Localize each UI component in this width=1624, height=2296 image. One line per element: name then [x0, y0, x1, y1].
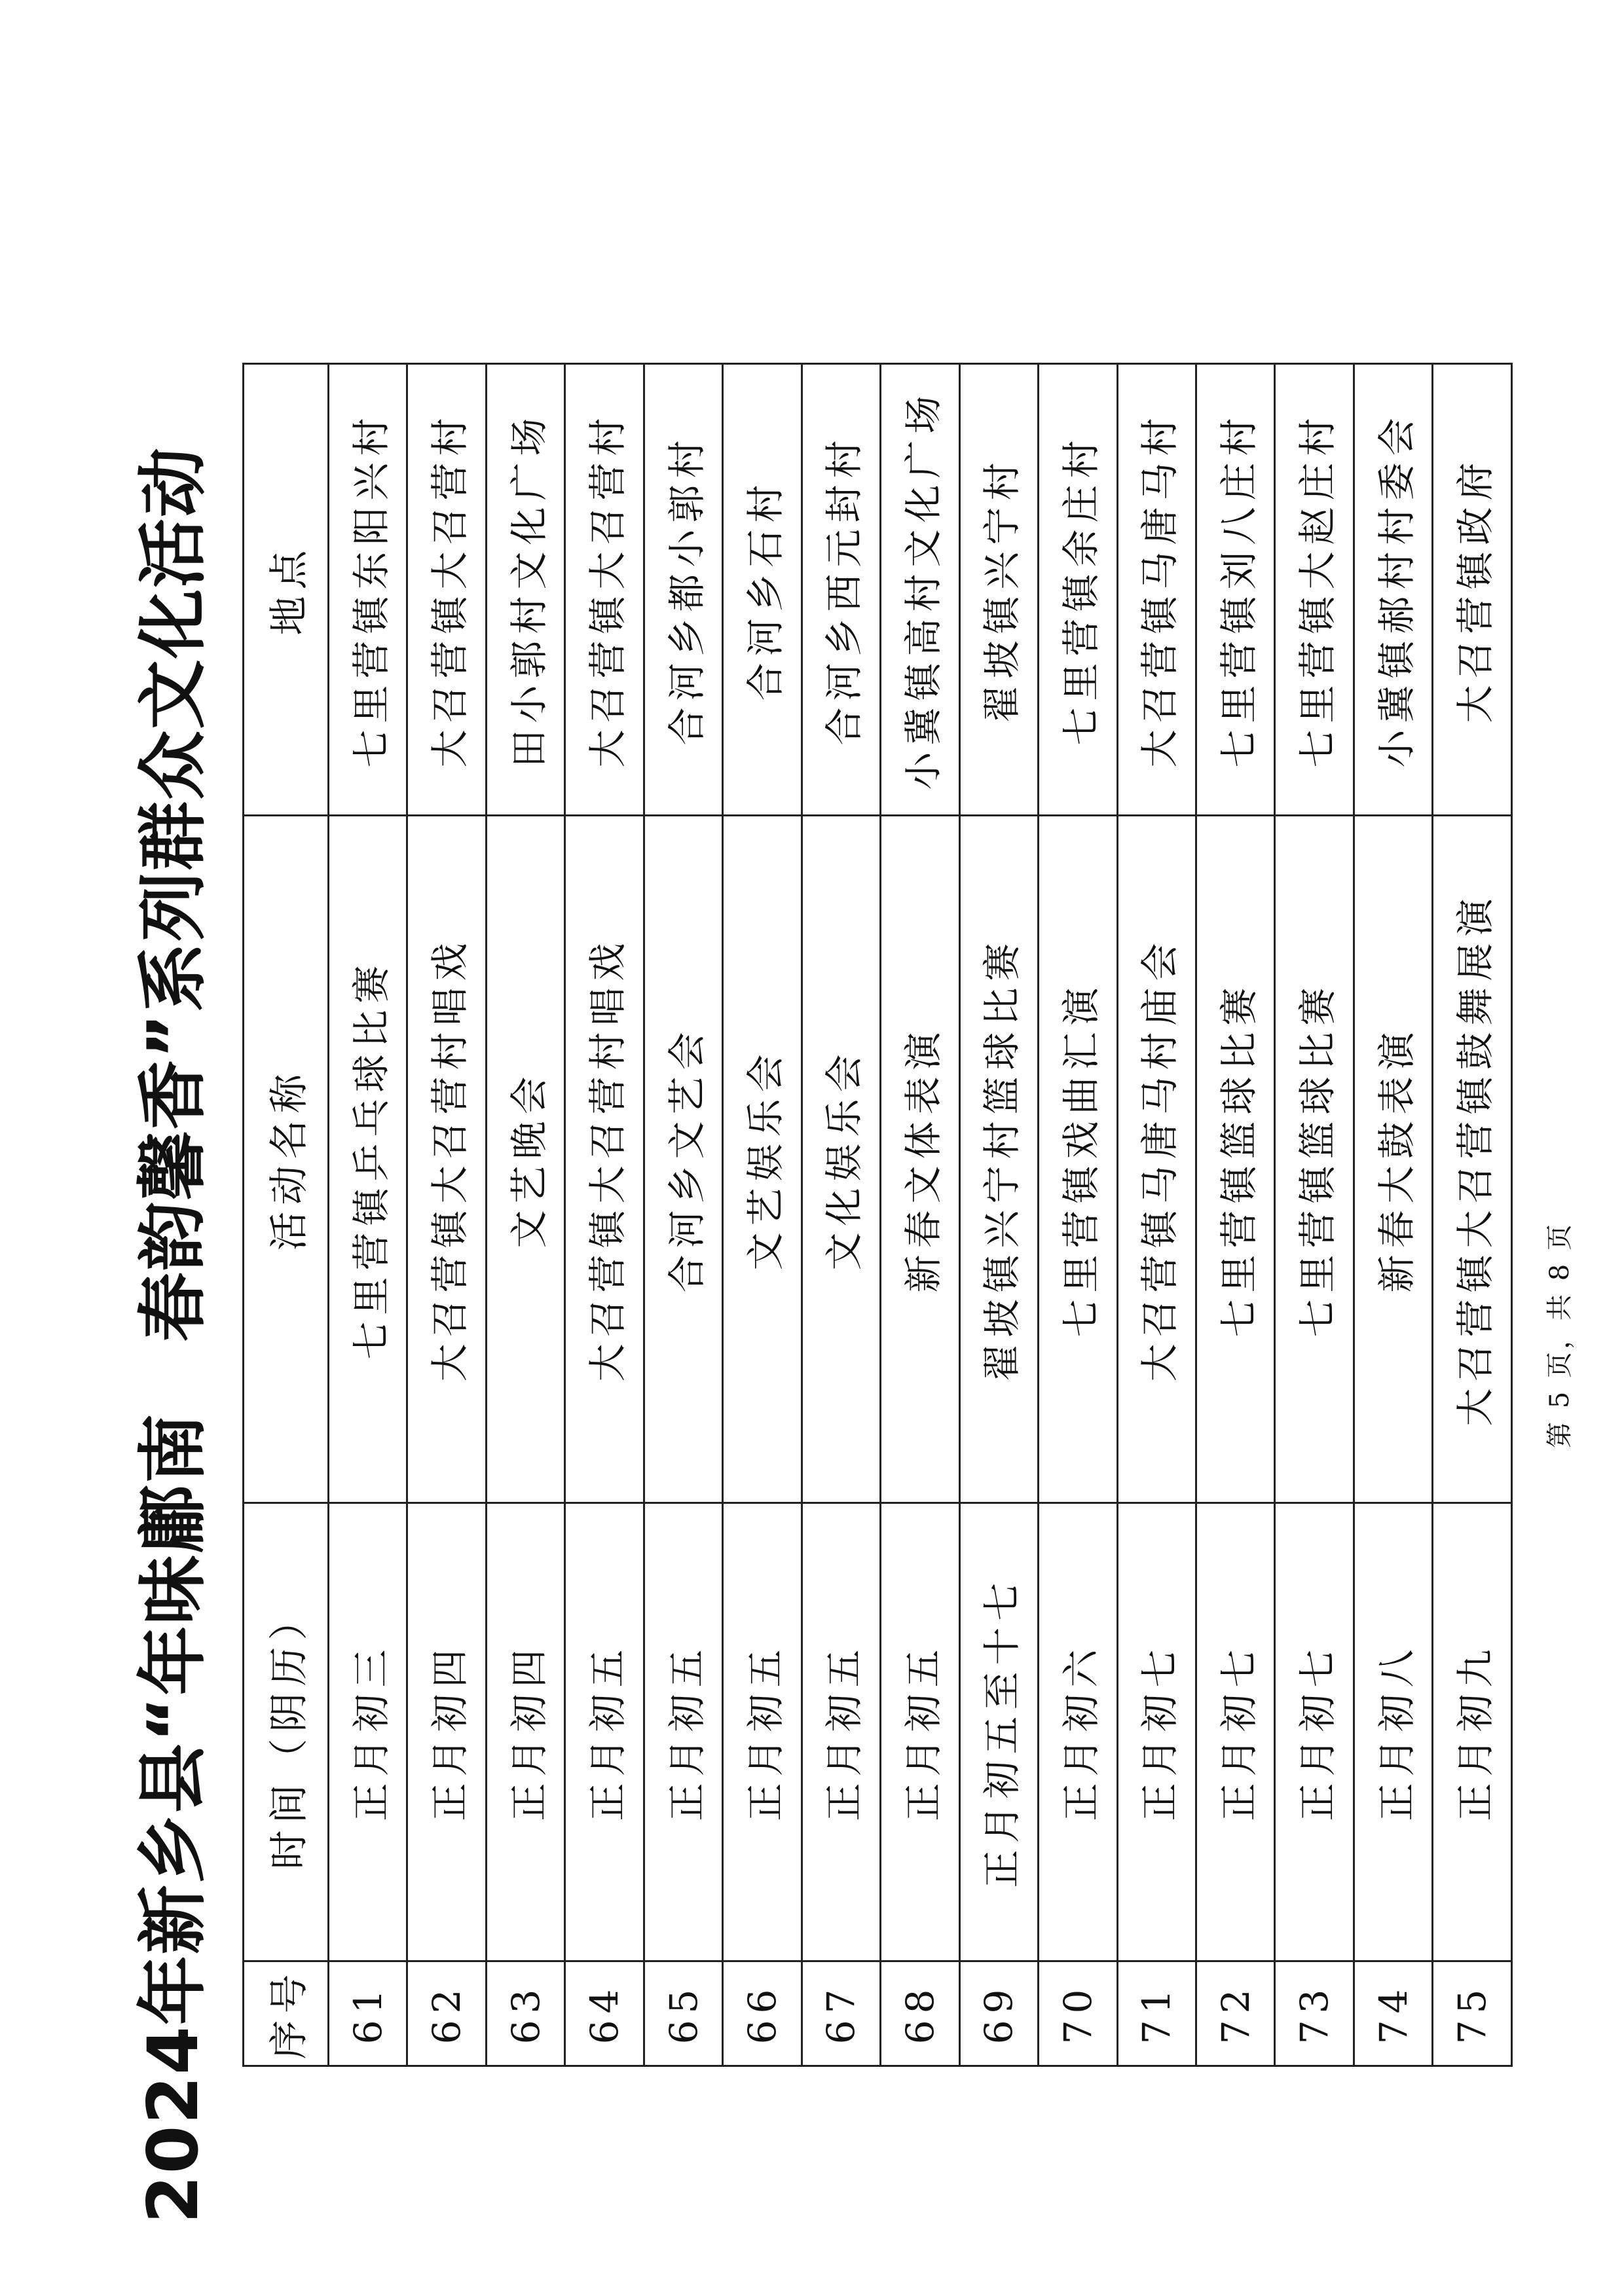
cell-activity-name: 大召营镇大召营村唱戏	[565, 816, 644, 1503]
table-row	[881, 364, 959, 2066]
cell-activity-name: 文艺晚会	[486, 816, 564, 1503]
page-footer: 第 5 页，共 8 页	[1545, 1222, 1575, 1448]
cell-place: 七里营镇东阳兴村	[329, 364, 407, 816]
cell-no: 69	[959, 1961, 1038, 2066]
cell-activity-name: 大召营镇大召营镇鼓舞展演	[1433, 816, 1512, 1503]
cell-place: 七里营镇刘八庄村	[1196, 364, 1274, 816]
cell-activity-name: 七里营镇篮球比赛	[1275, 816, 1354, 1503]
cell-time: 正月初五	[565, 1503, 644, 1961]
cell-place: 小冀镇郝村村委会	[1354, 364, 1432, 816]
header-time: 时间（阴历）	[244, 1503, 329, 1961]
table-row	[1117, 364, 1196, 2066]
cell-activity-name: 文化娱乐会	[802, 816, 880, 1503]
cell-no: 66	[723, 1961, 802, 2066]
cell-time: 正月初五	[802, 1503, 880, 1961]
cell-no: 73	[1275, 1961, 1354, 2066]
table-header-row	[244, 364, 329, 2066]
cell-no: 74	[1354, 1961, 1432, 2066]
cell-time: 正月初九	[1433, 1503, 1512, 1961]
cell-no: 75	[1433, 1961, 1512, 2066]
cell-activity-name: 翟坡镇兴宁村篮球比赛	[959, 816, 1038, 1503]
cell-place: 七里营镇余庄村	[1039, 364, 1117, 816]
document-title: 2024年新乡县“年味鄘南 春韵馨香”系列群众文化活动	[133, 446, 213, 2224]
table-row	[1196, 364, 1274, 2066]
cell-activity-name: 新春大鼓表演	[1354, 816, 1432, 1503]
table-row	[802, 364, 880, 2066]
cell-activity-name: 新春文体表演	[881, 816, 959, 1503]
cell-time: 正月初七	[1117, 1503, 1196, 1961]
table-row	[486, 364, 564, 2066]
cell-time: 正月初五	[723, 1503, 802, 1961]
header-no: 序号	[244, 1961, 329, 2066]
cell-time: 正月初七	[1196, 1503, 1274, 1961]
cell-place: 七里营镇大赵庄村	[1275, 364, 1354, 816]
table-row	[644, 364, 722, 2066]
cell-time: 正月初四	[407, 1503, 486, 1961]
table-row	[723, 364, 802, 2066]
cell-place: 合河乡西元封村	[802, 364, 880, 816]
cell-time: 正月初五	[881, 1503, 959, 1961]
table-row	[1039, 364, 1117, 2066]
cell-place: 大召营镇马唐马村	[1117, 364, 1196, 816]
cell-no: 64	[565, 1961, 644, 2066]
cell-activity-name: 七里营镇戏曲汇演	[1039, 816, 1117, 1503]
cell-no: 67	[802, 1961, 880, 2066]
cell-place: 合河乡都小郭村	[644, 364, 722, 816]
table-row	[959, 364, 1038, 2066]
table-row	[407, 364, 486, 2066]
header-place: 地点	[244, 364, 329, 816]
cell-place: 大召营镇大召营村	[407, 364, 486, 816]
cell-time: 正月初五	[644, 1503, 722, 1961]
cell-activity-name: 合河乡文艺会	[644, 816, 722, 1503]
table-row	[1354, 364, 1432, 2066]
cell-no: 61	[329, 1961, 407, 2066]
cell-time: 正月初三	[329, 1503, 407, 1961]
cell-time: 正月初五至十七	[959, 1503, 1038, 1961]
cell-no: 72	[1196, 1961, 1274, 2066]
cell-activity-name: 大召营镇马唐马村庙会	[1117, 816, 1196, 1503]
table-row	[1433, 364, 1512, 2066]
cell-place: 田小郭村文化广场	[486, 364, 564, 816]
cell-no: 68	[881, 1961, 959, 2066]
cell-place: 大召营镇大召营村	[565, 364, 644, 816]
cell-no: 71	[1117, 1961, 1196, 2066]
table-row	[329, 364, 407, 2066]
cell-place: 大召营镇政府	[1433, 364, 1512, 816]
cell-time: 正月初七	[1275, 1503, 1354, 1961]
cell-no: 62	[407, 1961, 486, 2066]
cell-activity-name: 大召营镇大召营村唱戏	[407, 816, 486, 1503]
cell-place: 翟坡镇兴宁村	[959, 364, 1038, 816]
cell-activity-name: 七里营镇乒乓球比赛	[329, 816, 407, 1503]
cell-no: 65	[644, 1961, 722, 2066]
cell-time: 正月初八	[1354, 1503, 1432, 1961]
cell-time: 正月初四	[486, 1503, 564, 1961]
rotated-page	[0, 332, 1624, 2296]
cell-time: 正月初六	[1039, 1503, 1117, 1961]
cell-place: 小冀镇高村文化广场	[881, 364, 959, 816]
cell-activity-name: 七里营镇篮球比赛	[1196, 816, 1274, 1503]
cell-place: 合河乡石村	[723, 364, 802, 816]
cell-no: 63	[486, 1961, 564, 2066]
table-row	[1275, 364, 1354, 2066]
table-row	[565, 364, 644, 2066]
cell-no: 70	[1039, 1961, 1117, 2066]
header-activity-name: 活动名称	[244, 816, 329, 1503]
activity-table	[242, 363, 1513, 2067]
cell-activity-name: 文艺娱乐会	[723, 816, 802, 1503]
